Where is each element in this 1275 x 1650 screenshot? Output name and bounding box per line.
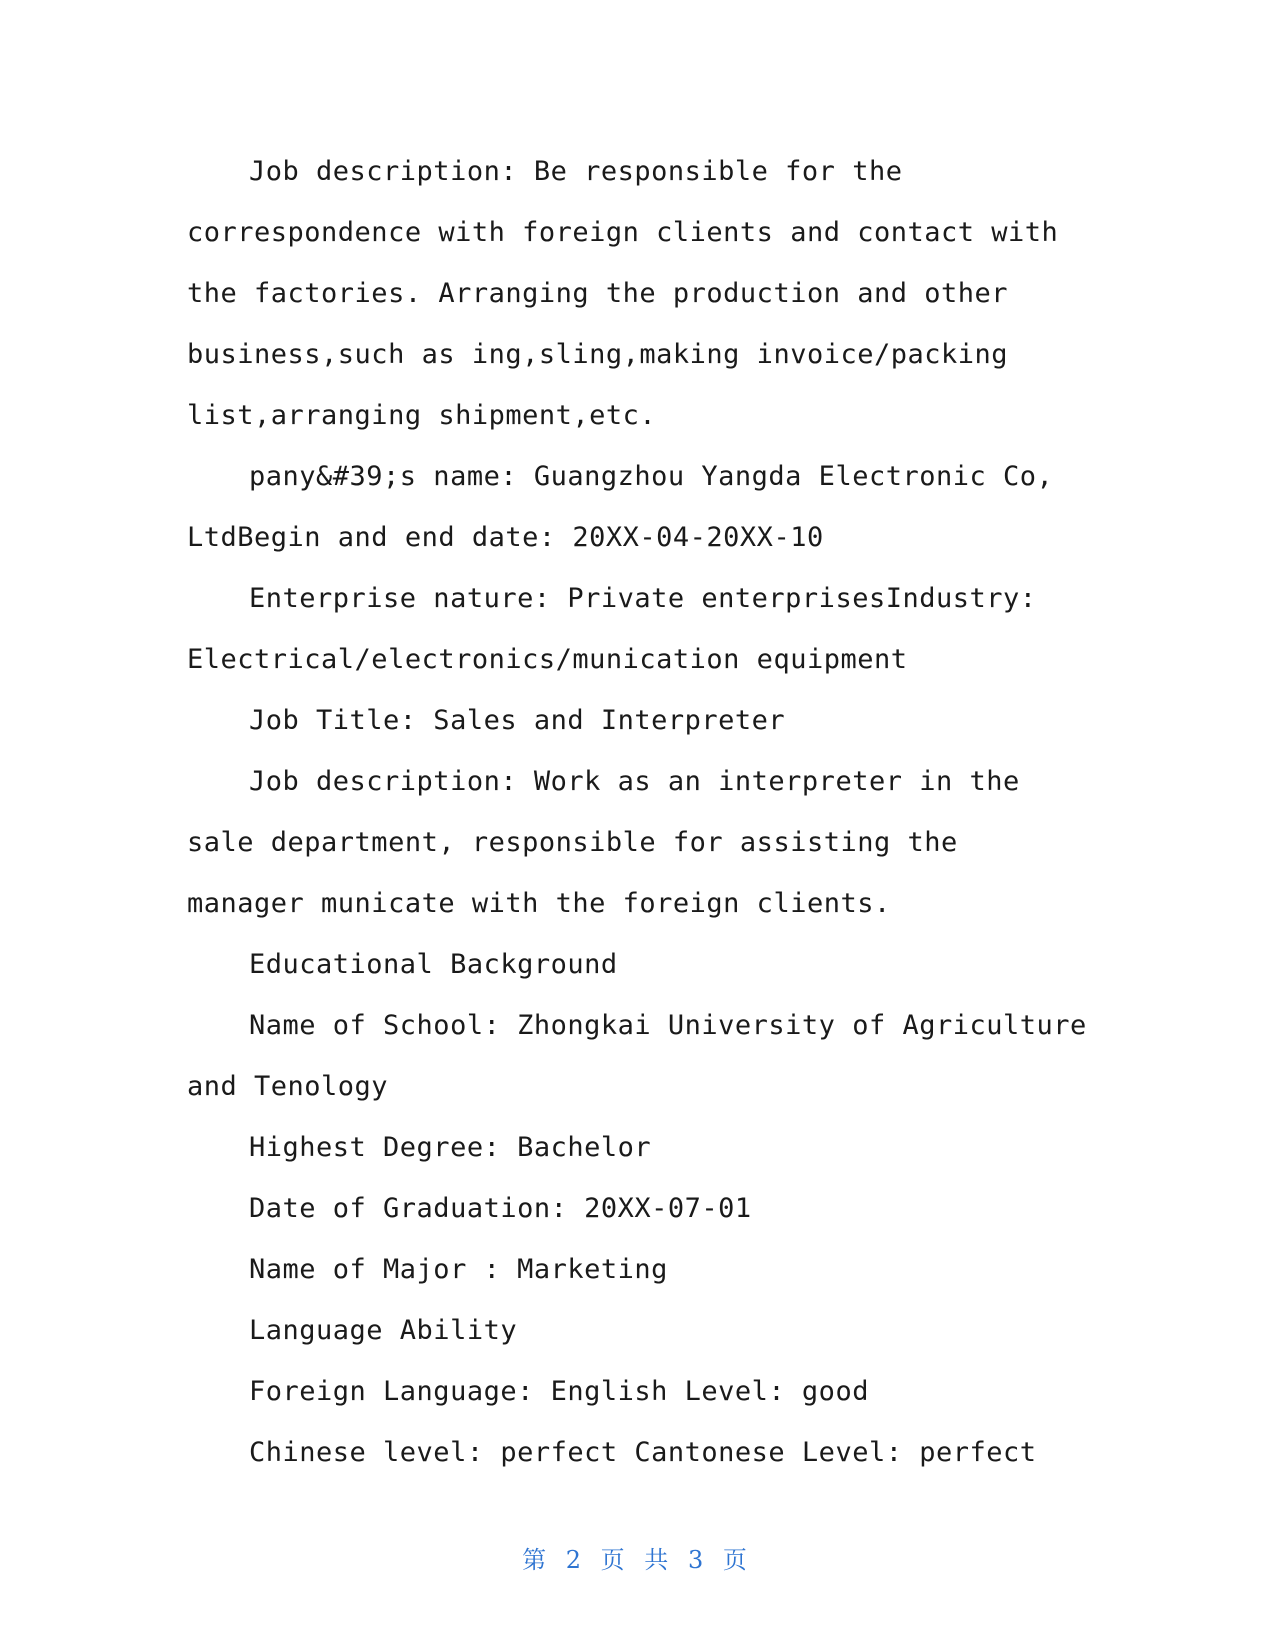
school-name-paragraph: Name of School: Zhongkai University of Agriculture and Tenology bbox=[187, 1010, 1087, 1102]
chinese-level-paragraph: Chinese level: perfect Cantonese Level: perfect bbox=[249, 1437, 1037, 1468]
education-heading: Educational Background bbox=[249, 949, 618, 980]
language-heading: Language Ability bbox=[249, 1315, 518, 1346]
major-paragraph: Name of Major : Marketing bbox=[249, 1254, 668, 1285]
enterprise-nature-paragraph: Enterprise nature: Private enterprisesIndustry: Electrical/electronics/munication equipment bbox=[187, 583, 1037, 675]
job-description-paragraph: Job description: Be responsible for the correspondence with foreign clients and contact with the factories. Arranging the production and other business,such as ing,sling,making invoice/packing list,arranging shipment,etc. bbox=[187, 156, 1059, 431]
job-description-interpreter-paragraph: Job description: Work as an interpreter in the sale department, responsible for assisting the manager municate with the foreign clients. bbox=[187, 766, 1020, 919]
page-number-footer: 第 2 页 共 3 页 bbox=[522, 1546, 753, 1574]
company-name-paragraph: pany&#39;s name: Guangzhou Yangda Electronic Co, LtdBegin and end date: 20XX-04-20XX-10 bbox=[187, 461, 1054, 553]
job-title-paragraph: Job Title: Sales and Interpreter bbox=[249, 705, 786, 736]
foreign-language-paragraph: Foreign Language: English Level: good bbox=[249, 1376, 869, 1407]
highest-degree-paragraph: Highest Degree: Bachelor bbox=[249, 1132, 652, 1163]
graduation-date-paragraph: Date of Graduation: 20XX-07-01 bbox=[249, 1193, 752, 1224]
document-body bbox=[187, 141, 1087, 1483]
